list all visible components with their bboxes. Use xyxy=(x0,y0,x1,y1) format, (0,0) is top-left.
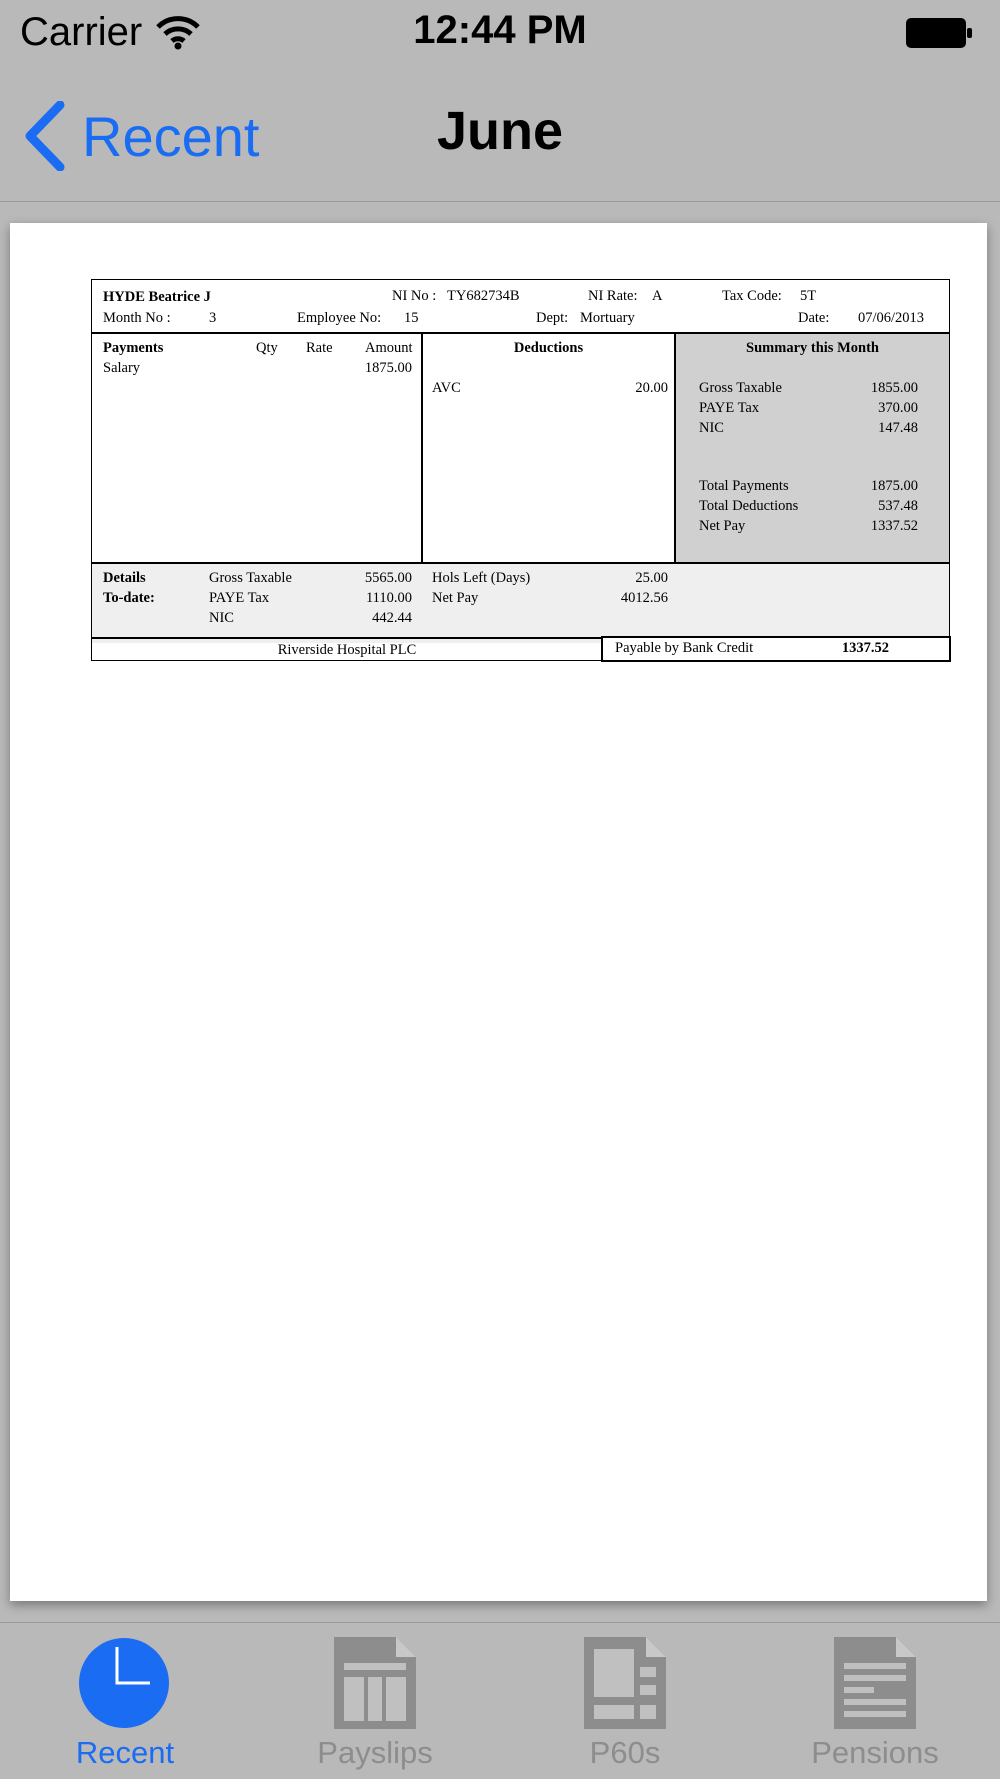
ni-no-value: TY682734B xyxy=(447,288,520,304)
divider xyxy=(674,332,676,562)
tab-label: Payslips xyxy=(317,1735,433,1770)
summary-gross-label: Gross Taxable xyxy=(699,380,782,396)
deduction-item-amount: 20.00 xyxy=(635,380,668,396)
navigation-bar xyxy=(0,66,1000,202)
tab-recent[interactable] xyxy=(0,1623,250,1779)
employer-name: Riverside Hospital PLC xyxy=(277,642,417,658)
ni-rate-value: A xyxy=(652,288,663,304)
month-no-label: Month No : xyxy=(103,310,171,326)
summary-paye-amount: 370.00 xyxy=(878,400,918,416)
payable-label: Payable by Bank Credit xyxy=(615,640,754,656)
battery-icon xyxy=(906,18,972,48)
hols-left-label: Hols Left (Days) xyxy=(432,570,531,586)
tax-code-label: Tax Code: xyxy=(722,288,782,304)
tab-bar xyxy=(0,1622,1000,1779)
divider xyxy=(92,332,949,334)
summary-paye-label: PAYE Tax xyxy=(699,400,760,416)
summary-total-payments-amount: 1875.00 xyxy=(870,478,918,494)
status-time: 12:44 PM xyxy=(413,8,587,52)
ytd-net-pay-amount: 4012.56 xyxy=(620,590,668,606)
summary-header: Summary this Month xyxy=(746,340,879,356)
status-bar xyxy=(0,0,1000,66)
tab-label: P60s xyxy=(589,1735,661,1770)
details-label: Details xyxy=(103,570,146,586)
date-value: 07/06/2013 xyxy=(858,310,925,326)
summary-nic-amount: 147.48 xyxy=(878,420,918,436)
amount-header: Amount xyxy=(365,340,413,356)
tax-code-value: 5T xyxy=(800,288,817,304)
rate-header: Rate xyxy=(306,340,333,356)
ni-rate-label: NI Rate: xyxy=(588,288,638,304)
dept-label: Dept: xyxy=(536,310,569,326)
tab-pensions[interactable] xyxy=(750,1623,1000,1779)
payslip-document-icon xyxy=(324,1633,424,1733)
divider xyxy=(92,562,949,564)
deduction-item-label: AVC xyxy=(432,380,461,396)
payments-header: Payments xyxy=(103,340,164,356)
divider xyxy=(421,332,423,562)
summary-gross-amount: 1855.00 xyxy=(870,380,918,396)
employee-no-value: 15 xyxy=(404,310,419,326)
ytd-paye-amount: 1110.00 xyxy=(365,590,412,606)
back-button-label: Recent xyxy=(82,104,260,168)
summary-nic-label: NIC xyxy=(699,420,724,436)
to-date-label: To-date: xyxy=(103,590,155,606)
ytd-nic-label: NIC xyxy=(209,610,234,626)
deductions-header: Deductions xyxy=(513,340,584,356)
payable-box xyxy=(601,636,951,662)
p60-document-icon xyxy=(574,1633,674,1733)
payslip xyxy=(91,279,950,661)
pension-document-icon xyxy=(824,1633,924,1733)
summary-net-pay-amount: 1337.52 xyxy=(870,518,918,534)
summary-total-deductions-label: Total Deductions xyxy=(699,498,799,514)
ni-no-label: NI No : xyxy=(392,288,437,304)
hols-left-value: 25.00 xyxy=(635,570,668,586)
dept-value: Mortuary xyxy=(580,310,635,326)
month-no-value: 3 xyxy=(209,310,217,326)
tab-p60s[interactable] xyxy=(500,1623,750,1779)
ytd-nic-amount: 442.44 xyxy=(372,610,412,626)
summary-total-payments-label: Total Payments xyxy=(699,478,789,494)
clock-icon xyxy=(74,1633,174,1733)
ytd-paye-label: PAYE Tax xyxy=(209,590,270,606)
summary-net-pay-label: Net Pay xyxy=(699,518,746,534)
page-title: June xyxy=(436,101,564,161)
payslip-document xyxy=(10,223,987,1601)
payment-item-label: Salary xyxy=(103,360,141,376)
carrier-label: Carrier xyxy=(20,10,143,54)
ytd-gross-label: Gross Taxable xyxy=(209,570,292,586)
payable-amount: 1337.52 xyxy=(841,640,889,656)
tab-payslips[interactable] xyxy=(250,1623,500,1779)
tab-label: Recent xyxy=(75,1735,175,1770)
payment-item-amount: 1875.00 xyxy=(364,360,412,376)
employee-name: HYDE Beatrice J xyxy=(103,289,211,305)
qty-header: Qty xyxy=(256,340,278,356)
summary-total-deductions-amount: 537.48 xyxy=(878,498,918,514)
employee-no-label: Employee No: xyxy=(297,310,382,326)
tab-label: Pensions xyxy=(811,1735,939,1770)
ytd-gross-amount: 5565.00 xyxy=(364,570,412,586)
date-label: Date: xyxy=(798,310,830,326)
ytd-net-pay-label: Net Pay xyxy=(432,590,479,606)
